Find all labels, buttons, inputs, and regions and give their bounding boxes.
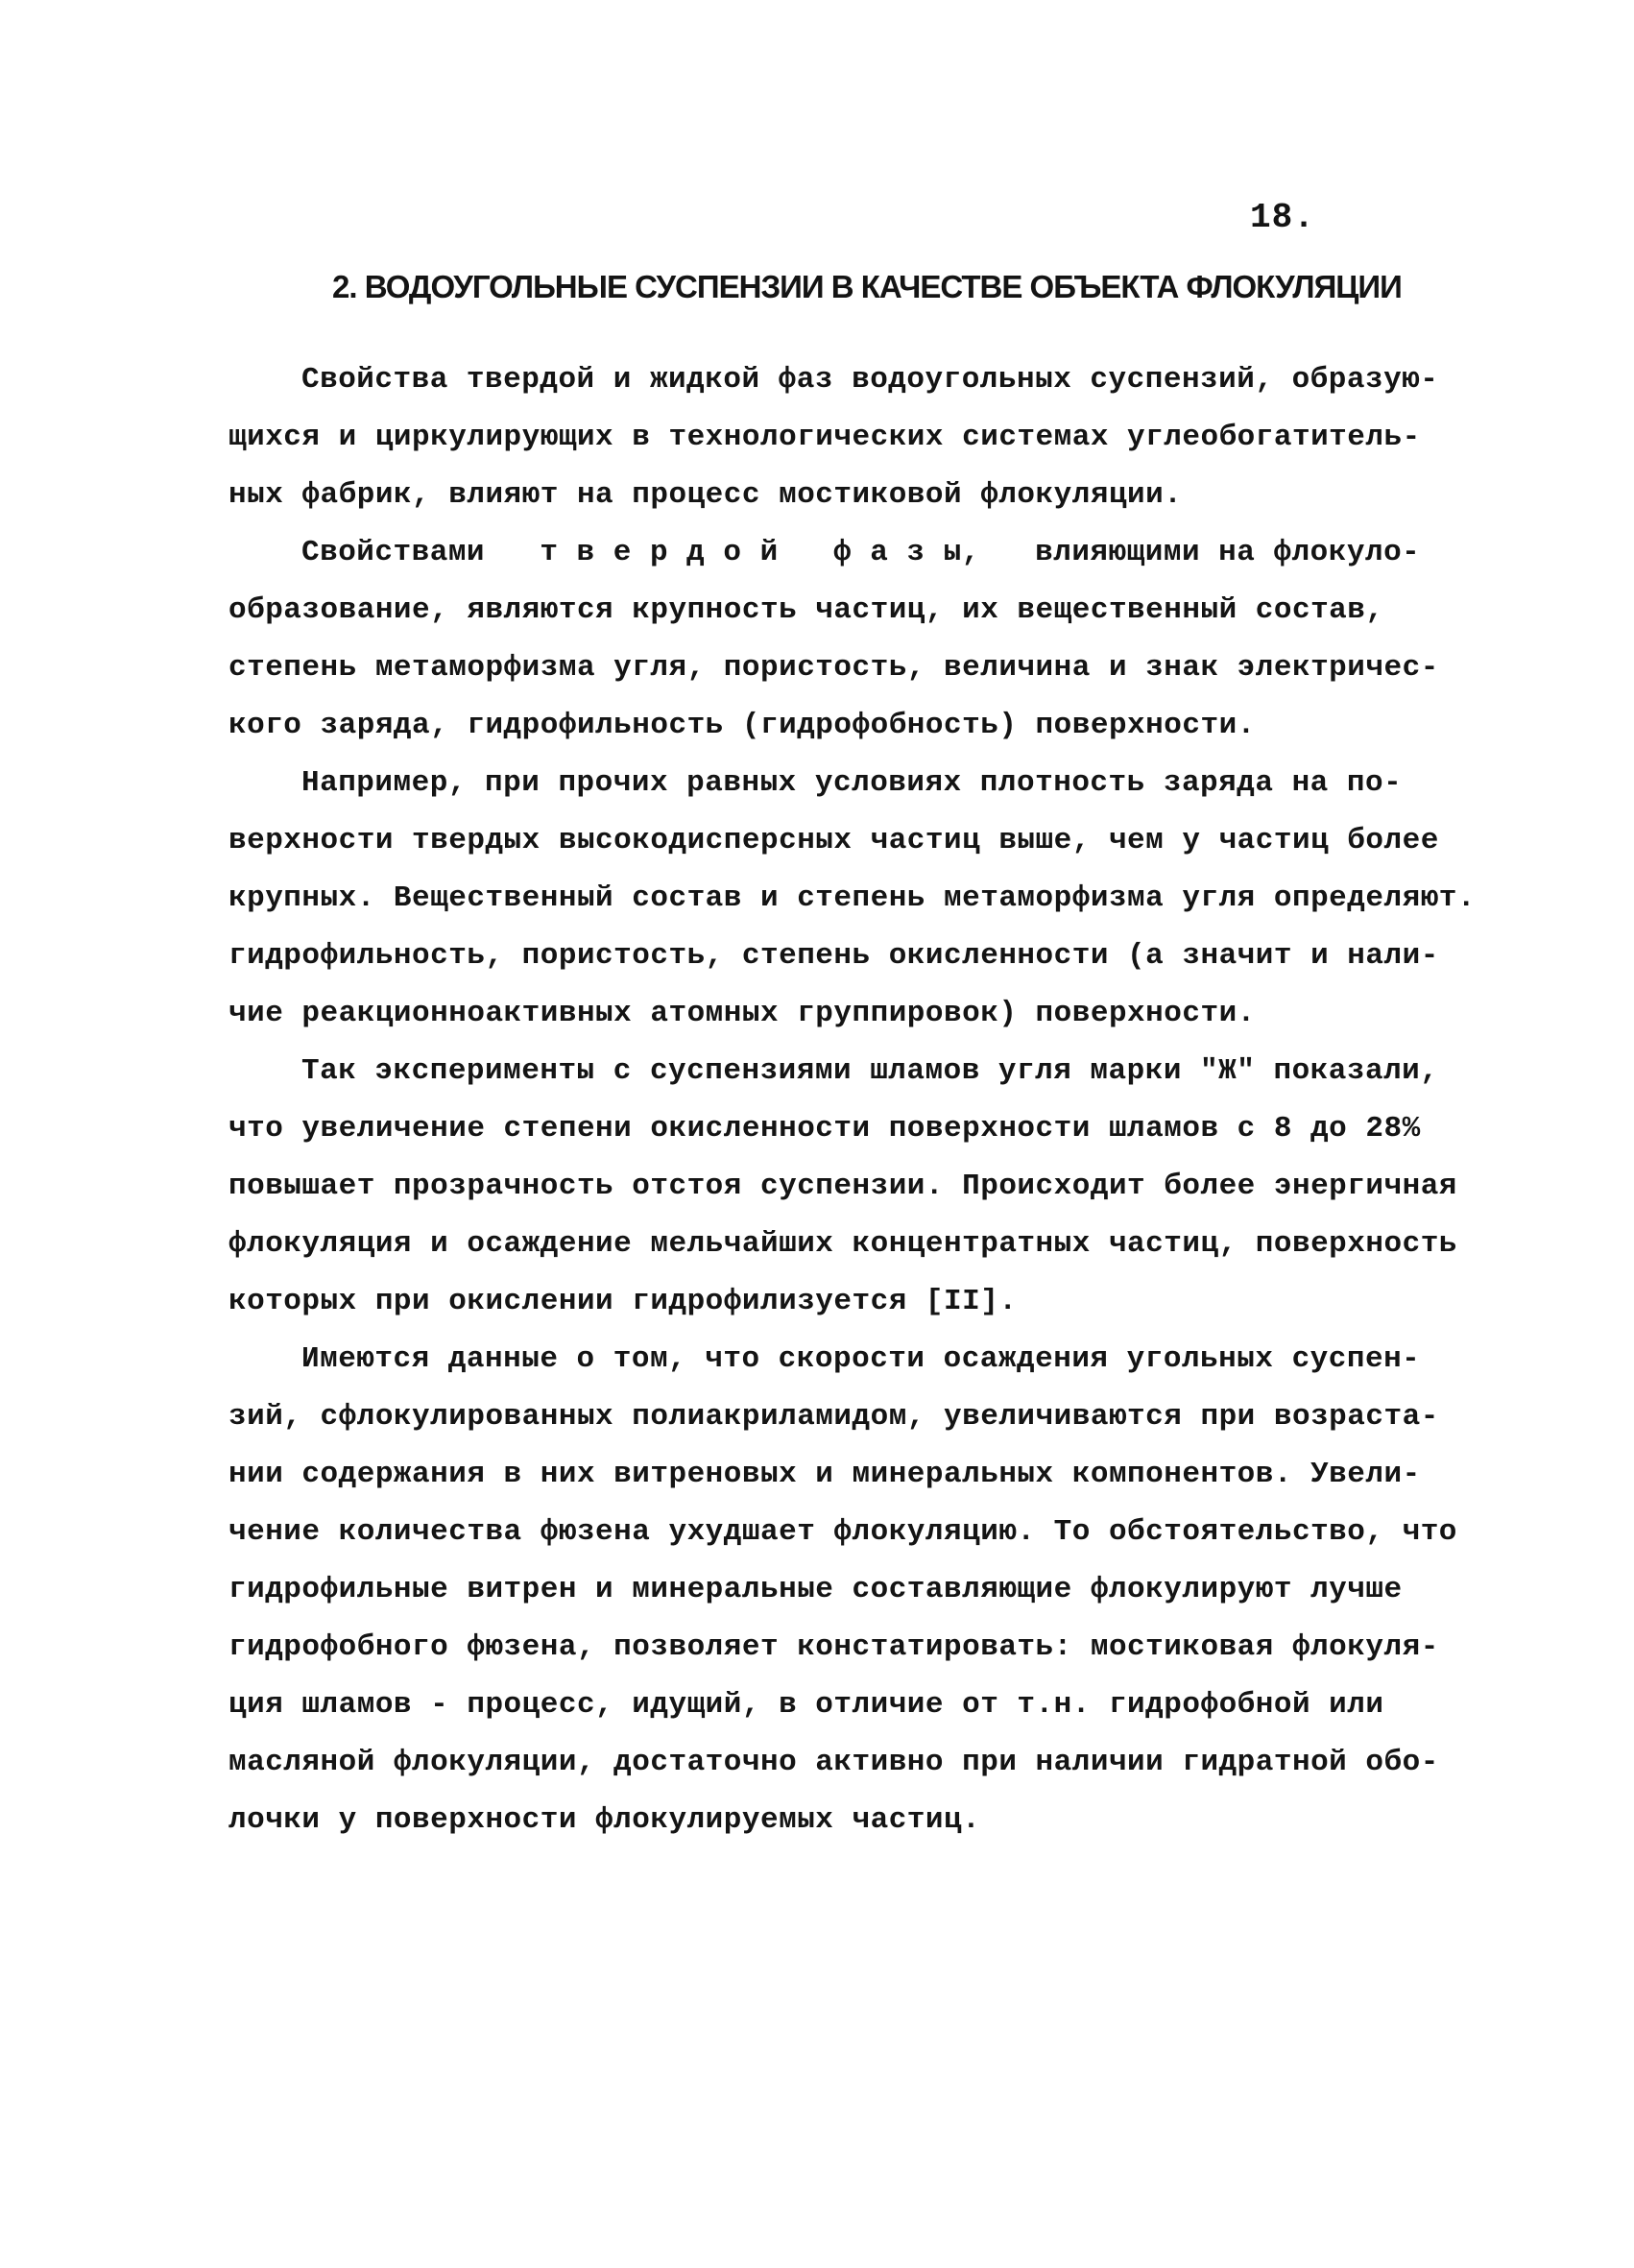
text-line: Свойства твердой и жидкой фаз водоугольных суспензий, образую- <box>301 363 1439 397</box>
text-line: зий, сфлокулированных полиакриламидом, увеличиваются при возраста- <box>228 1400 1439 1434</box>
text-line: кого заряда, гидрофильность (гидрофобность) поверхности. <box>228 709 1256 742</box>
page-number: 18. <box>1250 198 1315 237</box>
text-line: лочки у поверхности флокулируемых частиц. <box>228 1803 981 1837</box>
section-title: 2. ВОДОУГОЛЬНЫЕ СУСПЕНЗИИ В КАЧЕСТВЕ ОБЪЕКТА ФЛОКУЛЯЦИИ <box>332 269 1402 304</box>
text-line: крупных. Вещественный состав и степень метаморфизма угля определяют. <box>228 881 1477 915</box>
text-line: образование, являются крупность частиц, их вещественный состав, <box>228 593 1384 627</box>
text-line: Свойствами т в е р д о й ф а з ы, влияющими на флокуло- <box>301 536 1421 569</box>
text-line: гидрофобного фюзена, позволяет констатировать: мостиковая флокуля- <box>228 1630 1439 1664</box>
text-line: чие реакционноактивных атомных группировок) поверхности. <box>228 997 1256 1030</box>
text-line: что увеличение степени окисленности поверхности шламов с 8 до 28% <box>228 1112 1421 1146</box>
text-line: флокуляция и осаждение мельчайших концентратных частиц, поверхность <box>228 1227 1457 1261</box>
text-line: которых при окислении гидрофилизуется [II]. <box>228 1285 1018 1318</box>
text-line: верхности твердых высокодисперсных частиц выше, чем у частиц более <box>228 824 1439 857</box>
body-text <box>228 351 1477 1849</box>
text-line: повышает прозрачность отстоя суспензии. Происходит более энергичная <box>228 1170 1457 1203</box>
text-line: нии содержания в них витреновых и минеральных компонентов. Увели- <box>228 1458 1421 1491</box>
text-line: Имеются данные о том, что скорости осаждения угольных суспен- <box>301 1342 1421 1376</box>
text-line: масляной флокуляции, достаточно активно при наличии гидратной обо- <box>228 1746 1439 1779</box>
text-line: степень метаморфизма угля, пористость, величина и знак электричес- <box>228 651 1439 685</box>
text-line: Так эксперименты с суспензиями шламов угля марки "Ж" показали, <box>301 1054 1439 1088</box>
text-line: Например, при прочих равных условиях плотность заряда на по- <box>301 766 1403 800</box>
text-line: гидрофильность, пористость, степень окисленности (а значит и нали- <box>228 939 1439 973</box>
text-line: ных фабрик, влияют на процесс мостиковой флокуляции. <box>228 478 1183 512</box>
text-line: щихся и циркулирующих в технологических системах углеобогатитель- <box>228 421 1421 454</box>
text-line: ция шламов - процесс, идущий, в отличие от т.н. гидрофобной или <box>228 1688 1384 1722</box>
text-line: чение количества фюзена ухудшает флокуляцию. То обстоятельство, что <box>228 1515 1457 1549</box>
text-line: гидрофильные витрен и минеральные составляющие флокулируют лучше <box>228 1573 1403 1606</box>
